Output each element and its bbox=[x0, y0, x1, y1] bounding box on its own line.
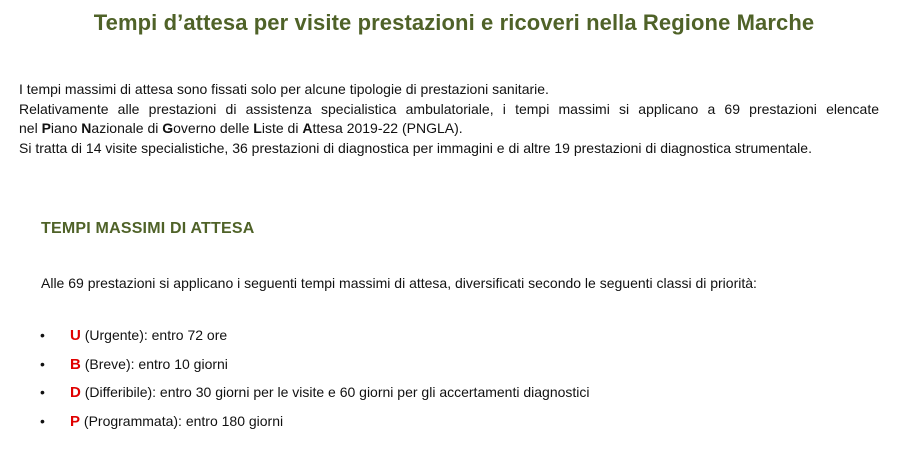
priority-item-programmata bbox=[40, 410, 590, 439]
priority-code: B bbox=[70, 355, 81, 373]
bullet-icon: • bbox=[40, 355, 45, 372]
intro-text-segment: overno delle bbox=[173, 120, 254, 136]
priority-description: (Urgente): entro 72 ore bbox=[80, 327, 228, 343]
priority-code: P bbox=[70, 412, 81, 430]
acronym-letter: G bbox=[162, 120, 174, 136]
page-title: Tempi d’attesa per visite prestazioni e ricoveri nella Regione Marche bbox=[93, 10, 815, 35]
acronym-letter: N bbox=[81, 120, 92, 136]
bullet-icon: • bbox=[40, 412, 45, 429]
priority-description: (Differibile): entro 30 giorni per le visite e 60 giorni per gli accertamenti diagnostici bbox=[80, 384, 590, 400]
bullet-icon: • bbox=[40, 384, 45, 400]
priority-description: (Breve): entro 10 giorni bbox=[80, 355, 228, 372]
intro-text-segment: azionale di bbox=[91, 120, 163, 136]
acronym-letter: P bbox=[41, 120, 51, 136]
acronym-letter: L bbox=[253, 120, 262, 136]
priority-item-differibile bbox=[40, 381, 590, 410]
priority-code: D bbox=[70, 384, 81, 401]
section-title: TEMPI MASSIMI DI ATTESA bbox=[41, 220, 255, 237]
priority-item-breve bbox=[40, 353, 590, 382]
priority-list bbox=[40, 324, 590, 438]
intro-line-4: Si tratta di 14 visite specialistiche, 36 prestazioni di diagnostica per immagini e di altre 19 prestazioni di diagnostica strumentale. bbox=[19, 139, 812, 156]
intro-paragraph bbox=[19, 80, 879, 158]
priority-item-urgente bbox=[40, 324, 590, 353]
intro-text-segment: nel bbox=[19, 120, 42, 136]
intro-line-3 bbox=[19, 119, 879, 139]
priority-description: (Programmata): entro 180 giorni bbox=[80, 412, 284, 429]
intro-line-1: I tempi massimi di attesa sono fissati solo per alcune tipologie di prestazioni sanitarie. bbox=[19, 81, 549, 97]
intro-text-segment: iano bbox=[50, 120, 82, 136]
intro-line-2: Relativamente alle prestazioni di assistenza specialistica ambulatoriale, i tempi massimi si applicano a 69 prestazioni elencate bbox=[19, 100, 879, 117]
section-lead-text: Alle 69 prestazioni si applicano i seguenti tempi massimi di attesa, diversificati secondo le seguenti classi di priorità: bbox=[41, 275, 757, 291]
bullet-icon: • bbox=[40, 327, 45, 343]
intro-text-segment: iste di bbox=[261, 120, 303, 136]
acronym-letter: A bbox=[302, 120, 313, 136]
intro-text-segment: ttesa 2019-22 (PNGLA). bbox=[312, 120, 463, 136]
priority-code: U bbox=[70, 327, 81, 344]
